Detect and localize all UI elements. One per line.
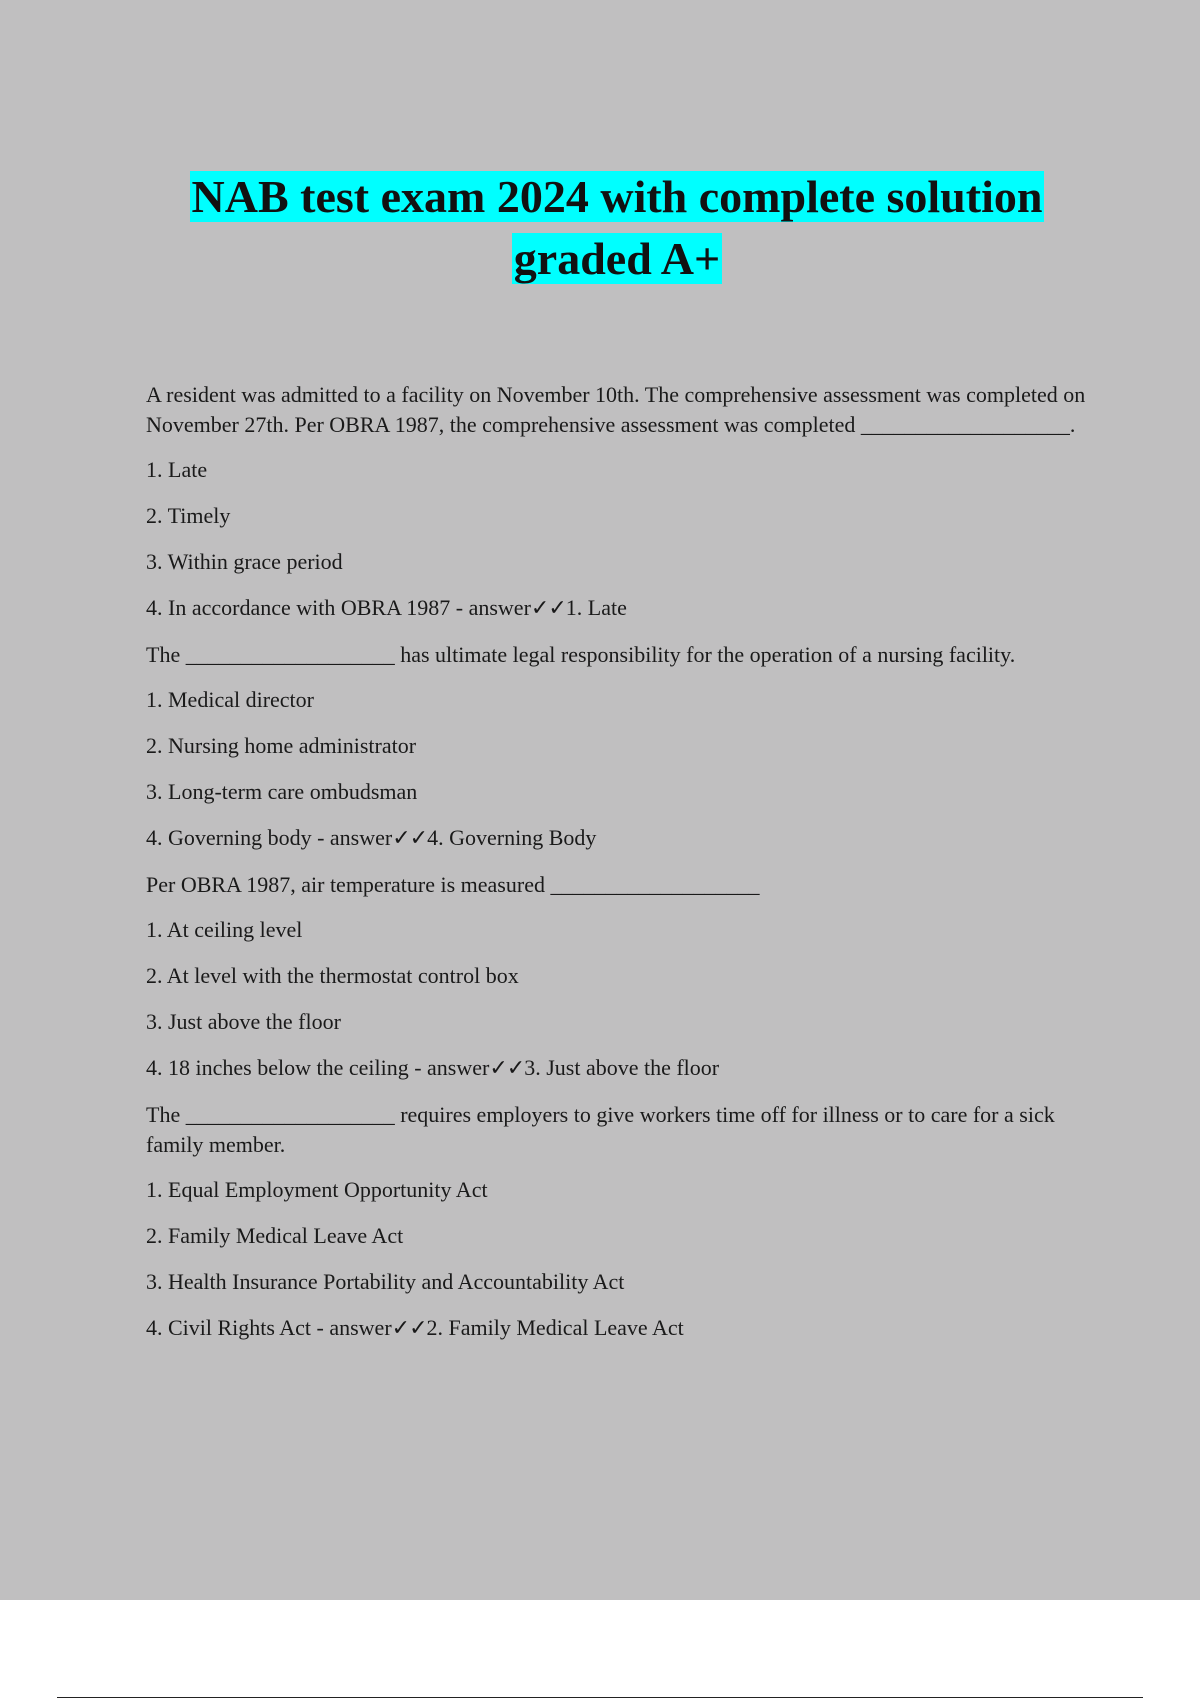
answer-option: 3. Health Insurance Portability and Accountability Act (146, 1269, 625, 1294)
answer-option: 1. Late (146, 457, 208, 482)
answer-option: 3. Just above the floor (146, 1009, 341, 1034)
question-prompt: Per OBRA 1987, air temperature is measured ___________________ (146, 872, 760, 897)
question-prompt: The ___________________ has ultimate legal responsibility for the operation of a nursing facility. (146, 642, 1016, 667)
answer-key-line (146, 593, 1096, 624)
question-prompt: The ___________________ requires employers to give workers time off for illness or to care for a sick family member. (146, 1102, 1055, 1157)
correct-answer: 3. Just above the floor (524, 1055, 720, 1080)
correct-answer: 4. Governing Body (427, 825, 597, 850)
question-block (146, 870, 1096, 1084)
document-title (0, 166, 1200, 290)
question-list (146, 380, 1096, 1360)
answer-key-line (146, 1313, 1096, 1344)
answer-option: 1. Medical director (146, 687, 314, 712)
answer-key-line (146, 1053, 1096, 1084)
check-mark-icon: ✓✓ (489, 1056, 525, 1081)
last-option-text: 4. Civil Rights Act - answer (146, 1315, 392, 1340)
answer-option: 3. Long-term care ombudsman (146, 779, 418, 804)
answer-option: 1. At ceiling level (146, 917, 303, 942)
footer-divider (57, 1697, 1143, 1698)
question-block (146, 1100, 1096, 1344)
correct-answer: 1. Late (565, 595, 627, 620)
answer-option: 3. Within grace period (146, 549, 343, 574)
check-mark-icon: ✓✓ (530, 596, 566, 621)
answer-option: 2. Family Medical Leave Act (146, 1223, 404, 1248)
answer-option: 2. Timely (146, 503, 231, 528)
correct-answer: 2. Family Medical Leave Act (426, 1315, 684, 1340)
title-line-2: graded A+ (513, 233, 721, 284)
answer-option: 2. Nursing home administrator (146, 733, 417, 758)
question-prompt: A resident was admitted to a facility on November 10th. The comprehensive assessment was completed on November 27th. Per OBRA 1987, the comprehensive assessment was completed ___________________. (146, 382, 1086, 437)
last-option-text: 4. Governing body - answer (146, 825, 393, 850)
answer-option: 1. Equal Employment Opportunity Act (146, 1177, 488, 1202)
check-mark-icon: ✓✓ (391, 1316, 427, 1341)
answer-option: 2. At level with the thermostat control box (146, 963, 519, 988)
question-block (146, 380, 1096, 624)
question-block (146, 640, 1096, 854)
check-mark-icon: ✓✓ (392, 826, 428, 851)
last-option-text: 4. In accordance with OBRA 1987 - answer (146, 595, 531, 620)
answer-key-line (146, 823, 1096, 854)
last-option-text: 4. 18 inches below the ceiling - answer (146, 1055, 490, 1080)
title-line-1: NAB test exam 2024 with complete solution (191, 171, 1043, 222)
